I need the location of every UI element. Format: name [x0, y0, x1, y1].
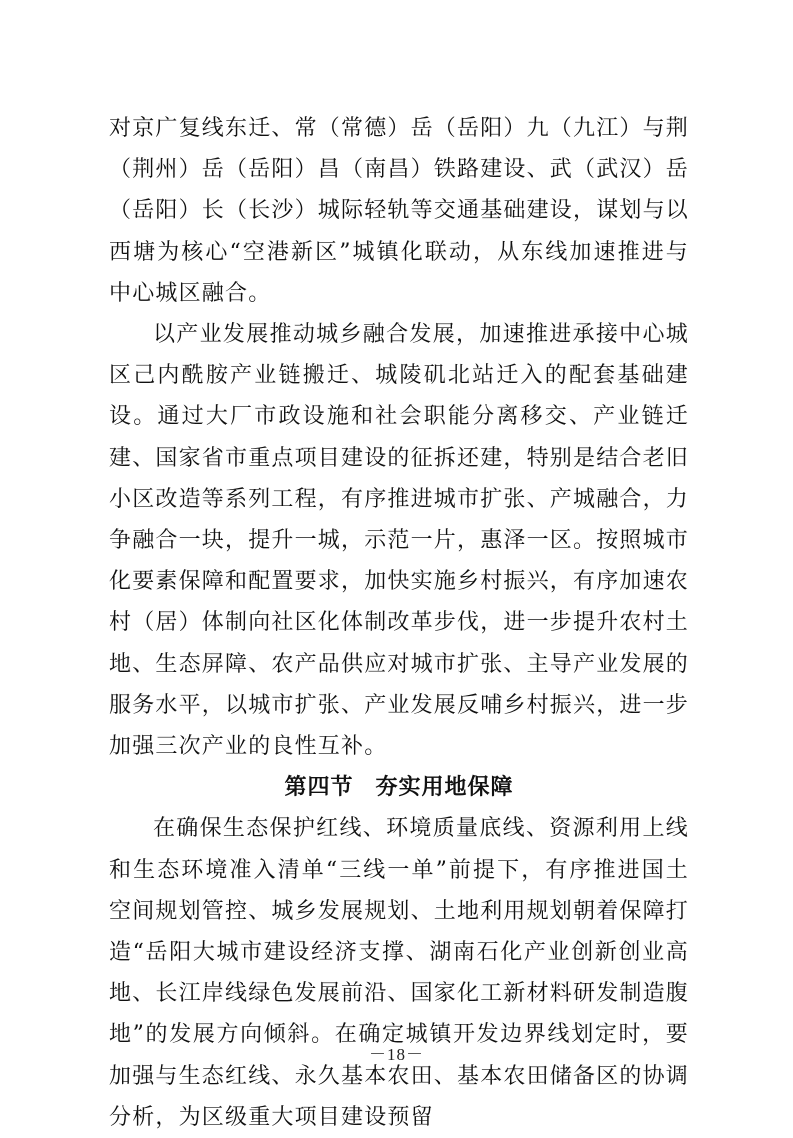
section-heading: [109, 767, 689, 808]
paragraph-continued: 对京广复线东迁、常（常德）岳（岳阳）九（九江）与荆（荆州）岳（岳阳）昌（南昌）铁路建设、武（武汉）岳（岳阳）长（长沙）城际轻轨等交通基础建设，谋划与以西塘为核心“空港新区”城镇化联动，从东线加速推进与中心城区融合。: [109, 116, 690, 306]
paragraph-industry-development: 以产业发展推动城乡融合发展，加速推进承接中心城区己内酰胺产业链搬迁、城陵矶北站迁入的配套基础建设。通过大厂市政设施和社会职能分离移交、产业链迁建、国家省市重点项目建设的征拆还建，特别是结合老旧小区改造等系列工程，有序推进城市扩张、产城融合，力争融合一块，提升一城，示范一片，惠泽一区。按照城市化要素保障和配置要求，加快实施乡村振兴，有序加速农村（居）体制向社区化体制改革步伐，进一步提升农村土地、生态屏障、农产品供应对城市扩张、主导产业发展的服务水平，以城市扩张、产业发展反哺乡村振兴，进一步加强三次产业的良性互补。: [109, 322, 690, 760]
page-number: －18－: [369, 1045, 424, 1064]
body-text: [109, 108, 689, 1138]
section-number: 第四节: [284, 775, 354, 801]
section-title: 夯实用地保障: [375, 775, 514, 801]
paragraph-land-guarantee: 在确保生态保护红线、环境质量底线、资源利用上线和生态环境准入清单“三线一单”前提下，有序推进国土空间规划管控、城乡发展规划、土地利用规划朝着保障打造“岳阳大城市建设经济支撑、湖南石化产业创新创业高地、长江岸线绿色发展前沿、国家化工新材料研发制造腹地”的发展方向倾斜。在确定城镇开发边界线划定时，要加强与生态红线、永久基本农田、基本农田储备区的协调分析，为区级重大项目建设预留: [109, 816, 690, 1130]
